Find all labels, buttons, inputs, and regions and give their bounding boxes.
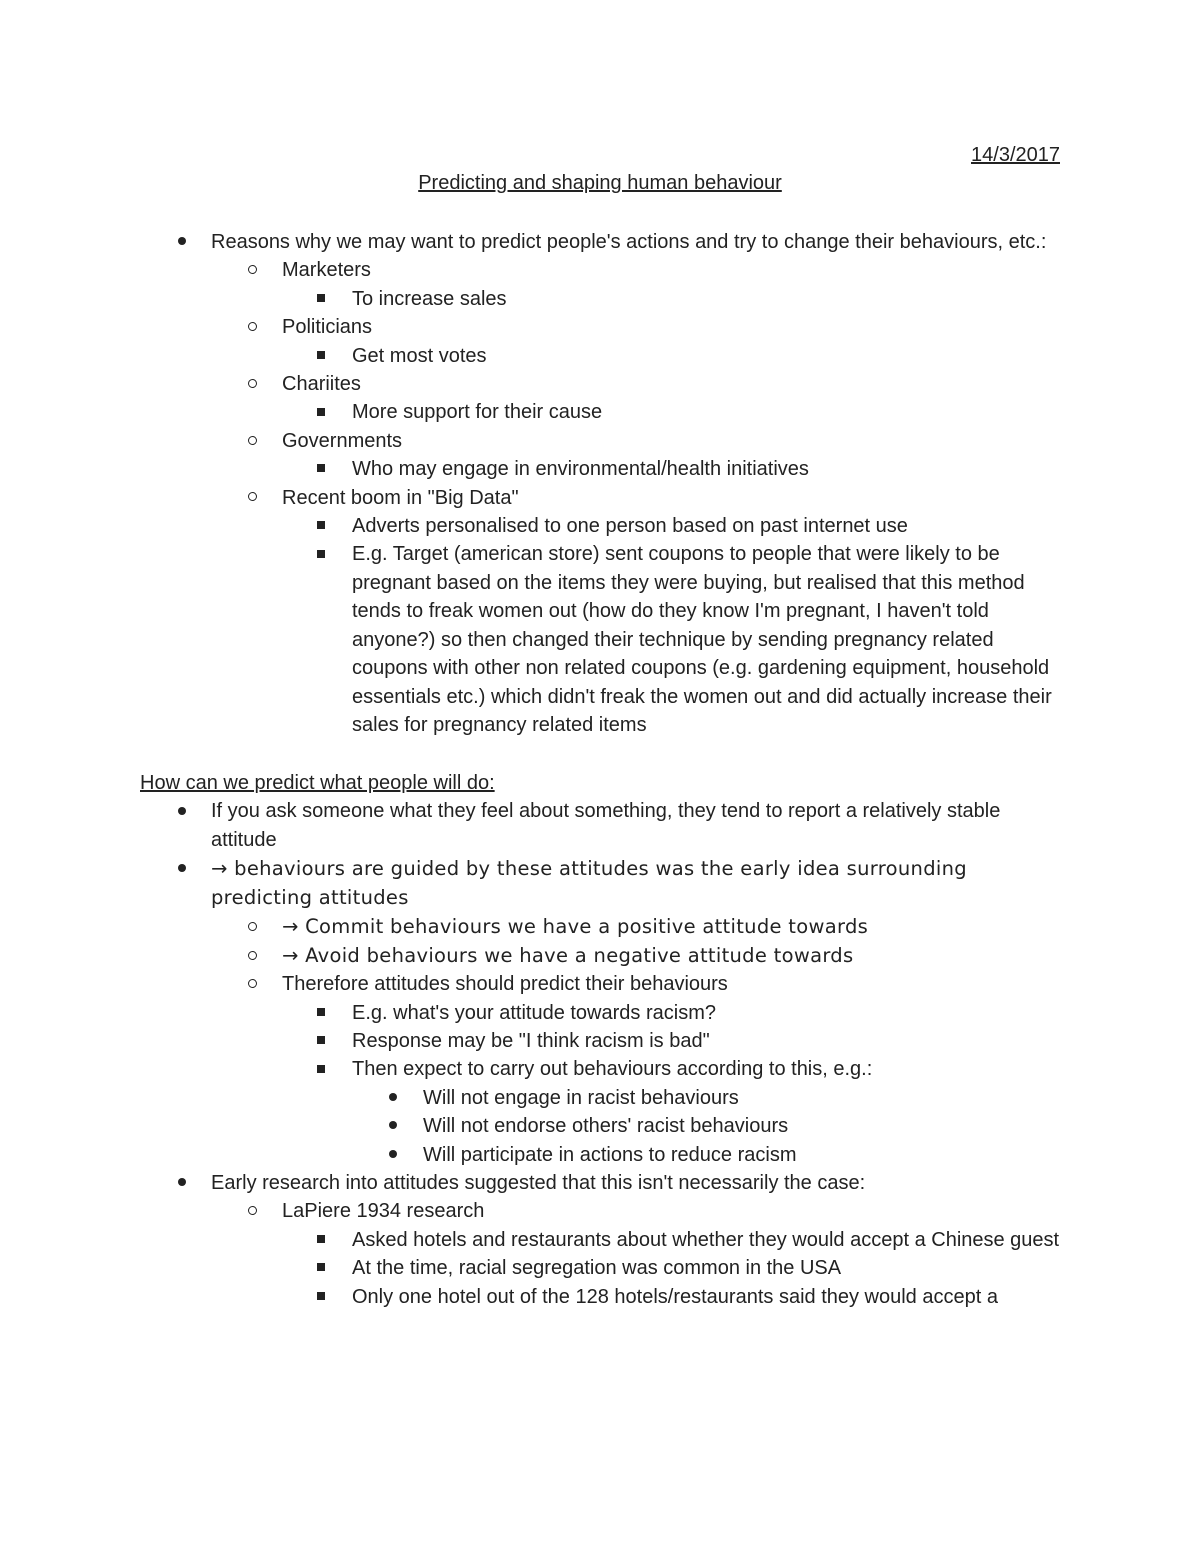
list-item	[140, 1226, 1060, 1254]
list-item	[140, 455, 1060, 483]
bullet-dot-icon	[389, 1141, 397, 1169]
list-item-text: Adverts personalised to one person based on past internet use	[352, 515, 908, 538]
bullet-square-icon	[317, 285, 325, 313]
sub-sub-list	[140, 398, 1060, 426]
list-item-text: Will not endorse others' racist behaviours	[423, 1115, 789, 1138]
list-item-text: Marketers	[282, 259, 371, 282]
list-item	[140, 1027, 1060, 1055]
list-item-text: → behaviours are guided by these attitudes was the early idea surrounding predicting attitudes	[211, 857, 967, 910]
bullet-square-icon	[317, 1226, 325, 1254]
sub-sub-list	[140, 512, 1060, 739]
list-item	[140, 797, 1060, 854]
list-item-text: E.g. what's your attitude towards racism?	[352, 1001, 716, 1024]
sub-list	[140, 484, 1060, 512]
bullet-circle-icon	[248, 256, 257, 284]
list-item	[140, 1112, 1060, 1140]
list-item	[140, 427, 1060, 455]
list-item	[140, 398, 1060, 426]
list-item-text: Response may be "I think racism is bad"	[352, 1029, 710, 1052]
bullet-circle-icon	[248, 484, 257, 512]
list-item	[140, 1141, 1060, 1169]
list-item	[140, 256, 1060, 284]
sub-list	[140, 912, 1060, 998]
list-item	[140, 1197, 1060, 1225]
sub-sub-list	[140, 285, 1060, 313]
date: 14/3/2017	[971, 144, 1060, 166]
sub-sub-list	[140, 342, 1060, 370]
sub-sub-list	[140, 455, 1060, 483]
bullet-circle-icon	[248, 970, 257, 998]
list-item-text: Get most votes	[352, 344, 487, 367]
list-item	[140, 1055, 1060, 1083]
list-item-text: Recent boom in "Big Data"	[282, 486, 519, 509]
list-item-text: LaPiere 1934 research	[282, 1200, 485, 1223]
list-item	[140, 540, 1060, 739]
bullet-square-icon	[317, 1283, 325, 1311]
list-item	[140, 313, 1060, 341]
bullet-circle-icon	[248, 370, 257, 398]
bullet-square-icon	[317, 455, 325, 483]
sub-list	[140, 313, 1060, 341]
bullet-list	[140, 797, 1060, 912]
bullet-circle-icon	[248, 1197, 257, 1225]
list-item-text: Will participate in actions to reduce racism	[423, 1143, 797, 1166]
list-item	[140, 912, 1060, 941]
list-item-text: More support for their cause	[352, 401, 603, 424]
bullet-dot-icon	[389, 1112, 397, 1140]
bullet-square-icon	[317, 999, 325, 1027]
list-item	[140, 1084, 1060, 1112]
list-item	[140, 370, 1060, 398]
list-item-text: Then expect to carry out behaviours according to this, e.g.:	[352, 1058, 873, 1081]
bullet-circle-icon	[248, 427, 257, 455]
list-item-text: To increase sales	[352, 287, 507, 310]
list-item	[140, 342, 1060, 370]
list-item-text: Will not engage in racist behaviours	[423, 1086, 739, 1109]
notes-body	[140, 228, 1060, 1311]
list-item	[140, 484, 1060, 512]
list-item-text: At the time, racial segregation was common in the USA	[352, 1257, 842, 1280]
list-item-text: Therefore attitudes should predict their behaviours	[282, 973, 728, 996]
bullet-circle-icon	[248, 313, 257, 341]
list-item	[140, 285, 1060, 313]
bullet-list	[140, 1169, 1060, 1197]
bullet-list	[140, 228, 1060, 256]
bullet-dot-icon	[178, 797, 186, 825]
list-item-text: Reasons why we may want to predict people's actions and try to change their behaviours, etc.:	[211, 231, 1047, 253]
bullet-dot-icon	[178, 228, 186, 256]
sub-list	[140, 427, 1060, 455]
sub-list	[140, 370, 1060, 398]
list-item-text: Who may engage in environmental/health initiatives	[352, 458, 809, 481]
sub-sub-list	[140, 1226, 1060, 1311]
list-item-text: Only one hotel out of the 128 hotels/restaurants said they would accept a	[352, 1285, 998, 1308]
bullet-dot-icon	[178, 854, 186, 883]
bullet-square-icon	[317, 342, 325, 370]
list-item	[140, 970, 1060, 998]
list-item	[140, 1169, 1060, 1197]
section-heading: How can we predict what people will do:	[140, 772, 495, 795]
bullet-circle-icon	[248, 941, 257, 970]
list-item-text: Chariites	[282, 373, 361, 396]
list-item	[140, 1254, 1060, 1282]
list-item	[140, 512, 1060, 540]
bullet-square-icon	[317, 398, 325, 426]
bullet-square-icon	[317, 1055, 325, 1083]
bullet-square-icon	[317, 512, 325, 540]
bullet-square-icon	[317, 1027, 325, 1055]
bullet-dot-icon	[178, 1169, 186, 1197]
sub-list	[140, 1197, 1060, 1225]
list-item-text: Early research into attitudes suggested that this isn't necessarily the case:	[211, 1171, 866, 1194]
bullet-square-icon	[317, 540, 325, 568]
list-item	[140, 999, 1060, 1027]
page-title: Predicting and shaping human behaviour	[418, 172, 782, 194]
list-item-text: Governments	[282, 429, 403, 452]
bullet-square-icon	[317, 1254, 325, 1282]
sub-sub-list	[140, 999, 1060, 1084]
list-item	[140, 1283, 1060, 1311]
bullet-dot-icon	[389, 1084, 397, 1112]
list-item-text: → Commit behaviours we have a positive attitude towards	[282, 915, 869, 939]
list-item	[140, 941, 1060, 970]
list-item-text: Politicians	[282, 316, 373, 339]
sub-sub-sub-list	[140, 1084, 1060, 1169]
list-item-text: E.g. Target (american store) sent coupons to people that were likely to be pregnant based on the items they were buying, but realised that this method tends to freak women out (how do they know I'm pregnant, I haven't told anyone?) so then changed their technique by sending pregnancy related coupons with other non related coupons (e.g. gardening equipment, household essentials etc.) which didn't freak the women out and did actually increase their sales for pregnancy related items	[352, 543, 1052, 736]
list-item-text: Asked hotels and restaurants about whether they would accept a Chinese guest	[352, 1228, 1060, 1251]
bullet-circle-icon	[248, 912, 257, 941]
list-item-text: → Avoid behaviours we have a negative attitude towards	[282, 944, 854, 968]
list-item-text: If you ask someone what they feel about something, they tend to report a relatively stable attitude	[211, 800, 1001, 851]
list-item	[140, 854, 1060, 912]
list-item	[140, 228, 1060, 256]
sub-list	[140, 256, 1060, 284]
